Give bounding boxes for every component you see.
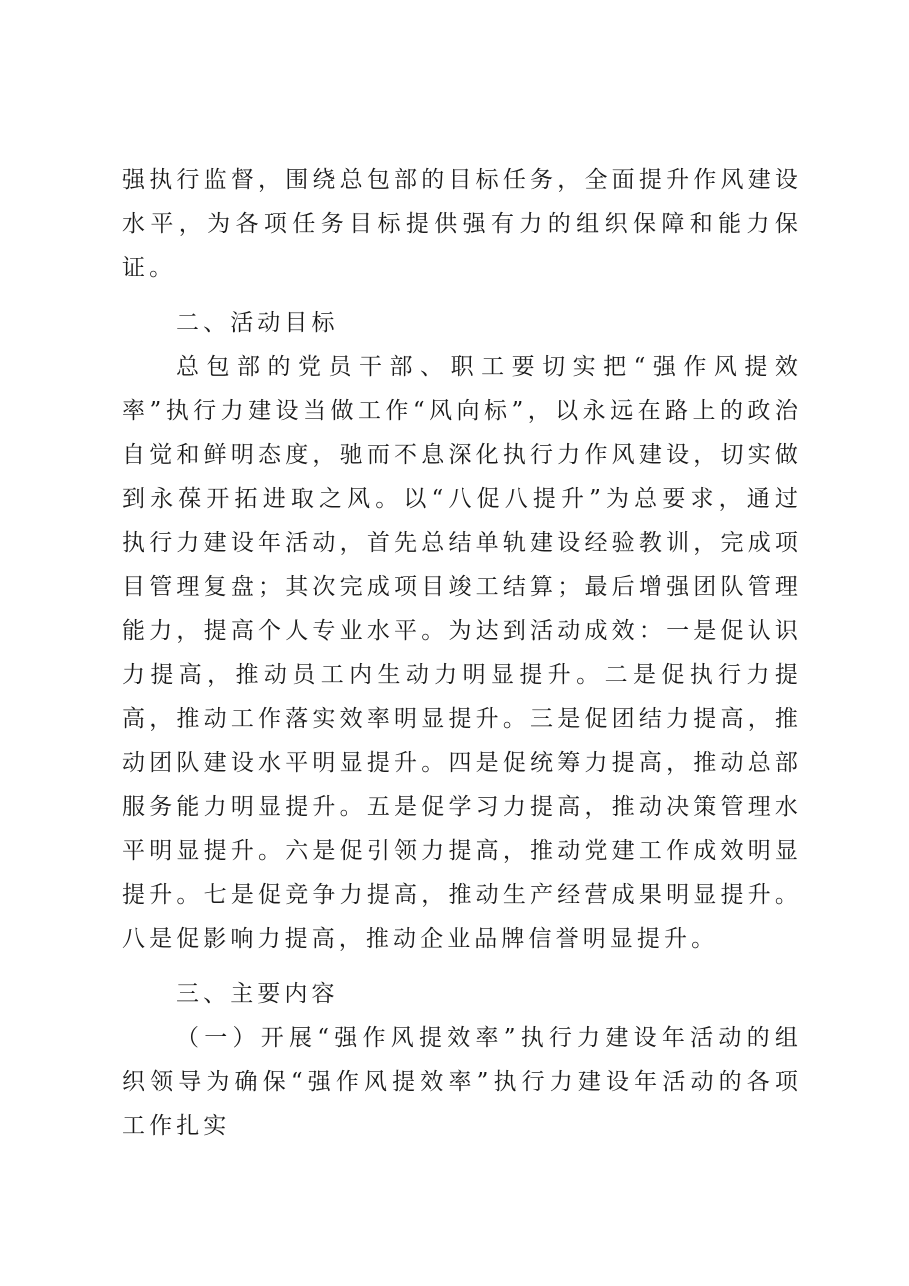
document-body: [122, 158, 802, 1148]
section-heading-content: 三、主要内容: [176, 981, 339, 1007]
section-heading-goals: 二、活动目标: [176, 310, 339, 336]
paragraph-continuation: 强执行监督，围绕总包部的目标任务，全面提升作风建设水平，为各项任务目标提供强有力的组织保障和能力保证。: [122, 167, 802, 281]
paragraph-goals: 总包部的党员干部、职工要切实把“强作风提效率”执行力建设当做工作“风向标”，以永远在路上的政治自觉和鲜明态度，驰而不息深化执行力作风建设，切实做到永葆开拓进取之风。以“八促八提升”为总要求，通过执行力建设年活动，首先总结单轨建设经验教训，完成项目管理复盘；其次完成项目竣工结算；最后增强团队管理能力，提高个人专业水平。为达到活动成效：一是促认识力提高，推动员工内生动力明显提升。二是促执行力提高，推动工作落实效率明显提升。三是促团结力提高，推动团队建设水平明显提升。四是促统筹力提高，推动总部服务能力明显提升。五是促学习力提高，推动决策管理水平明显提升。六是促引领力提高，推动党建工作成效明显提升。七是促竞争力提高，推动生产经营成果明显提升。八是促影响力提高，推动企业品牌信誉明显提升。: [122, 354, 802, 952]
paragraph-content: （一）开展“强作风提效率”执行力建设年活动的组织领导为确保“强作风提效率”执行力建设年活动的各项工作扎实: [122, 1025, 802, 1139]
